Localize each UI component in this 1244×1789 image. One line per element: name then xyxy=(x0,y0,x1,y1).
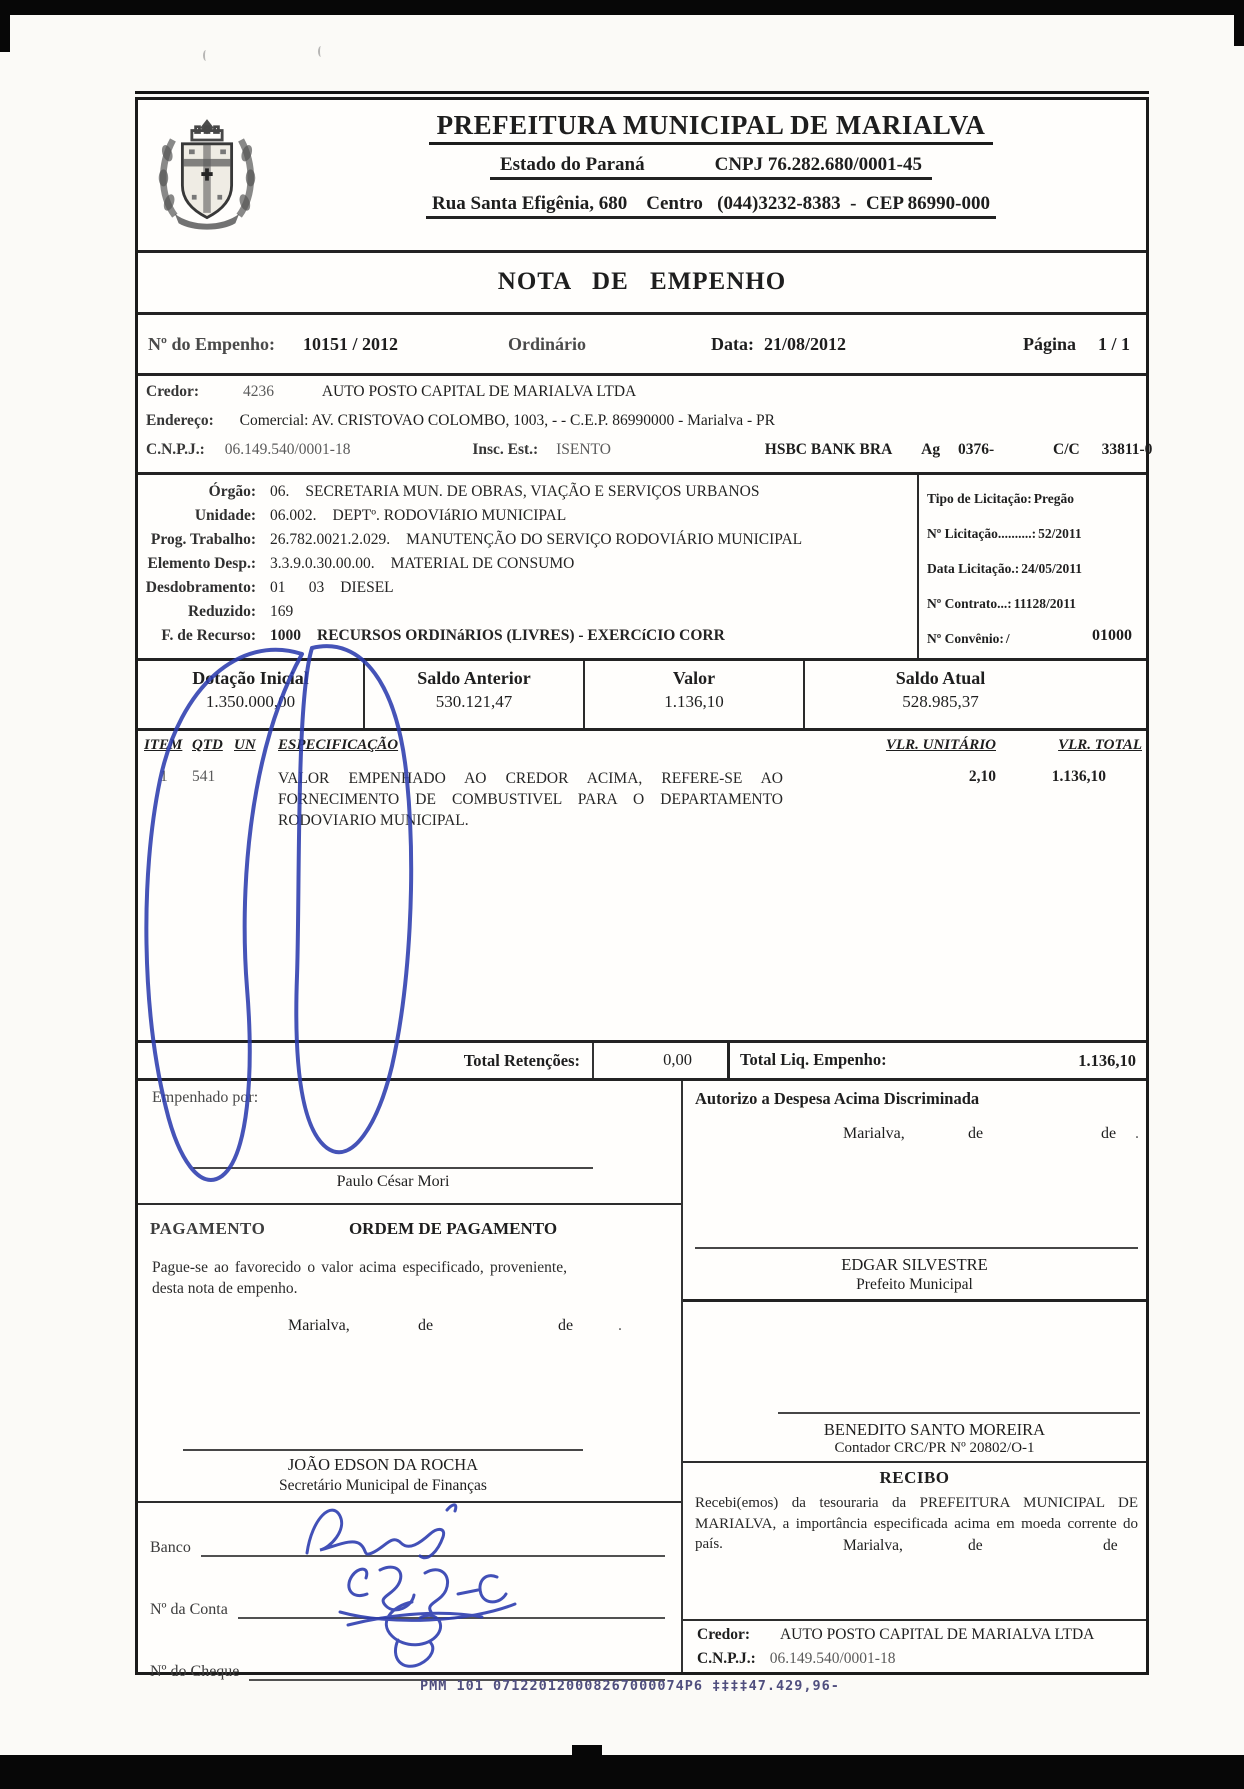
retencoes-row xyxy=(138,1040,1146,1078)
orgao-code: 01 03 xyxy=(270,579,325,596)
orgao-label: F. de Recurso: xyxy=(161,627,256,644)
date-city: Marialva, xyxy=(843,1537,903,1554)
totals-cell xyxy=(363,661,583,728)
orgao-rows xyxy=(138,475,914,651)
signatures-area xyxy=(138,1078,1146,1680)
item-vlr-unitario: 2,10 xyxy=(968,768,996,785)
scan-edge-bottom xyxy=(0,1755,1244,1789)
empenho-number: 10151 / 2012 xyxy=(302,333,398,354)
scan-edge-right xyxy=(1234,0,1244,46)
orgao-code: 06. xyxy=(270,483,290,500)
orgao-desc: SECRETARIA MUN. DE OBRAS, VIAÇÃO E SERVIÇOS URBANOS xyxy=(305,483,760,500)
licitacao-label: Data Licitação.: xyxy=(927,561,1020,576)
finance-signature-line xyxy=(183,1449,583,1451)
date-dot: . xyxy=(1135,1125,1139,1142)
licitacao-row xyxy=(927,491,1146,526)
orgao-desc: MANUTENÇÃO DO SERVIÇO RODOVIÁRIO MUNICIPAL xyxy=(406,531,803,548)
agency-label: Ag xyxy=(921,441,941,458)
org-subtitle xyxy=(490,154,932,180)
col-item: ITEM xyxy=(144,737,183,753)
total-liq-value: 1.136,10 xyxy=(1078,1050,1136,1070)
orgao-row xyxy=(138,531,914,555)
scan-edge-notch xyxy=(572,1745,602,1757)
orgao-row xyxy=(138,627,914,651)
orgao-row xyxy=(138,507,914,531)
orgao-desc: MATERIAL DE CONSUMO xyxy=(390,555,575,572)
date-dot: . xyxy=(618,1317,622,1334)
item-row xyxy=(138,754,1146,831)
orgao-label: Unidade: xyxy=(194,507,256,524)
licitacao-value: 24/05/2011 xyxy=(1021,561,1082,576)
orgao-code: 26.782.0021.2.029. xyxy=(270,531,391,548)
recibo-credor-label: Credor: xyxy=(697,1626,751,1643)
licitacao-value: Pregão xyxy=(1033,491,1075,506)
licitacao-box xyxy=(917,475,1146,658)
header-text-block xyxy=(276,100,1146,250)
account-label: C/C xyxy=(1053,441,1080,458)
totals-header: Valor xyxy=(672,668,716,688)
licitacao-label: Nº Convênio: xyxy=(927,631,1004,646)
finance-secretary-title: Secretário Municipal de Finanças xyxy=(279,1477,487,1494)
totals-cell xyxy=(803,661,1146,728)
totals-value: 1.350.000,00 xyxy=(205,692,296,711)
org-title: PREFEITURA MUNICIPAL DE MARIALVA xyxy=(429,110,994,145)
empenhado-block xyxy=(138,1081,681,1205)
bank-name: HSBC BANK BRA xyxy=(764,441,893,458)
item-vlr-total: 1.136,10 xyxy=(1051,768,1106,785)
totals-cell xyxy=(138,661,363,728)
item-qtd: 541 xyxy=(192,768,216,785)
totals-header: Saldo Atual xyxy=(895,668,986,688)
col-vlr-unitario: VLR. UNITÁRIO xyxy=(885,737,996,753)
recibo-credor-row xyxy=(697,1626,1094,1644)
date-city: Marialva, xyxy=(288,1317,350,1334)
credor-name: AUTO POSTO CAPITAL DE MARIALVA LTDA xyxy=(321,383,637,400)
item-espec-cell xyxy=(278,768,866,831)
date-de: de xyxy=(1101,1125,1117,1142)
credor-block xyxy=(138,373,1153,472)
insc-value: ISENTO xyxy=(556,441,611,458)
municipal-coat-of-arms-icon xyxy=(138,100,276,250)
agency-value: 0376- xyxy=(957,441,995,458)
finance-secretary-name: JOÃO EDSON DA ROCHA xyxy=(287,1455,479,1474)
orgao-code: 3.3.9.0.30.00.00. xyxy=(270,555,375,572)
licitacao-value: 11128/2011 xyxy=(1013,596,1076,611)
orgao-label: Órgão: xyxy=(208,483,256,500)
orgao-row xyxy=(138,483,914,507)
totals-cell xyxy=(583,661,803,728)
prefeito-title: Prefeito Municipal xyxy=(856,1276,973,1293)
col-qtd: QTD xyxy=(192,737,223,753)
scan-speck xyxy=(203,50,209,61)
conta-fill-line xyxy=(238,1615,665,1619)
recibo-credor-block xyxy=(683,1621,1146,1675)
empenho-number-label: Nº do Empenho: xyxy=(148,333,275,354)
licitacao-value: / xyxy=(1005,631,1010,646)
endereco-label: Endereço: xyxy=(146,412,214,429)
totals-header: Saldo Anterior xyxy=(417,668,531,688)
contador-title: Contador CRC/PR Nº 20802/O-1 xyxy=(834,1440,1035,1456)
cnpj-row xyxy=(138,441,1153,470)
empenho-date: 21/08/2012 xyxy=(764,333,847,354)
credor-code: 4236 xyxy=(242,383,274,400)
empenhado-signer-name: Paulo César Mori xyxy=(336,1173,450,1190)
pagamento-label: PAGAMENTO xyxy=(150,1219,266,1238)
dot-matrix-print-line: PMM 101 071220120008267000074P6 ‡‡‡‡47.429,96- xyxy=(420,1678,840,1694)
scan-edge-left xyxy=(0,0,10,52)
orgao-code: 169 xyxy=(270,603,294,620)
date-de: de xyxy=(558,1317,574,1334)
pagamento-block xyxy=(138,1205,681,1503)
items-header-row xyxy=(138,731,1146,754)
licitacao-value: 52/2011 xyxy=(1038,526,1082,541)
banco-fill-line xyxy=(201,1553,665,1557)
total-liq-label: Total Liq. Empenho: xyxy=(727,1043,939,1078)
cheque-label: Nº do Cheque xyxy=(150,1663,240,1680)
orgao-label: Desdobramento: xyxy=(145,579,256,596)
orgao-label: Elemento Desp.: xyxy=(147,555,256,572)
licitacao-label: Nº Licitação..........: xyxy=(927,526,1037,541)
banco-row xyxy=(138,1503,681,1565)
date-de: de xyxy=(1103,1537,1118,1554)
date-city: Marialva, xyxy=(843,1125,905,1142)
recibo-credor-value: AUTO POSTO CAPITAL DE MARIALVA LTDA xyxy=(779,1626,1095,1643)
contador-signature-line xyxy=(778,1412,1140,1414)
credor-label: Credor: xyxy=(146,383,200,400)
contador-name: BENEDITO SANTO MOREIRA xyxy=(823,1420,1046,1439)
col-un: UN xyxy=(234,737,256,753)
contador-block xyxy=(683,1302,1146,1463)
credor-cnpj-value: 06.149.540/0001-18 xyxy=(224,441,351,458)
totals-row xyxy=(138,658,1146,728)
empenho-kind: Ordinário xyxy=(507,333,586,354)
insc-label: Insc. Est.: xyxy=(472,441,539,458)
recibo-cnpj-value: 06.149.540/0001-18 xyxy=(769,1650,896,1667)
item-number: 1 xyxy=(160,768,168,785)
empenhado-signature-line xyxy=(193,1167,593,1169)
page-label: Página xyxy=(1022,333,1076,354)
licitacao-row xyxy=(927,596,1146,631)
form-header xyxy=(138,100,1146,250)
prefeito-name: EDGAR SILVESTRE xyxy=(841,1255,988,1274)
scan-speck xyxy=(318,46,324,57)
totals-value: 1.136,10 xyxy=(664,692,724,711)
left-column xyxy=(138,1081,683,1680)
document-title: NOTA DE EMPENHO xyxy=(138,250,1146,312)
prefeito-signature-line xyxy=(695,1247,1138,1249)
item-un xyxy=(234,768,278,831)
orgao-label: Reduzido: xyxy=(187,603,256,620)
total-retencoes-label: Total Retenções: xyxy=(463,1050,580,1070)
orgao-desc: DEPTº. RODOVIáRIO MUNICIPAL xyxy=(332,507,567,524)
date-de: de xyxy=(418,1317,434,1334)
totals-value: 530.121,47 xyxy=(435,692,513,711)
totals-value: 528.985,37 xyxy=(902,692,979,711)
banco-label: Banco xyxy=(150,1539,191,1556)
nota-de-empenho-form xyxy=(135,97,1153,1680)
budget-classification-block xyxy=(138,472,1146,658)
autorizo-block xyxy=(683,1081,1146,1302)
orgao-desc: RECURSOS ORDINáRIOS (LIVRES) - EXERCíCIO CORR xyxy=(317,627,725,644)
recibo-cnpj-label: C.N.P.J.: xyxy=(697,1650,756,1667)
ordem-pagamento-text: Pague-se ao favorecido o valor acima especificado, proveniente, desta nota de empenho. xyxy=(152,1259,567,1297)
org-address: Rua Santa Efigênia, 680 Centro (044)3232-8383 - CEP 86990-000 xyxy=(426,193,996,219)
orgao-row xyxy=(138,579,914,603)
recibo-cnpj-row xyxy=(697,1650,895,1668)
orgao-desc: DIESEL xyxy=(340,579,394,596)
page-number: 1 / 1 xyxy=(1097,333,1130,354)
orgao-row xyxy=(138,555,914,579)
scan-edge-top xyxy=(0,0,1244,15)
licitacao-row xyxy=(927,526,1146,561)
orgao-code: 1000 xyxy=(270,627,301,644)
orgao-code: 06.002. xyxy=(270,507,317,524)
conta-label: Nº da Conta xyxy=(150,1601,228,1618)
item-especificacao: VALOR EMPENHADO AO CREDOR ACIMA, REFERE-SE AO FORNECIMENTO DE COMBUSTIVEL PARA O DEPARTAMENTO RODOVIARIO MUNICIPAL. xyxy=(278,770,783,829)
orgao-row xyxy=(138,603,914,627)
items-table xyxy=(138,728,1146,1040)
org-cnpj: CNPJ 76.282.680/0001-45 xyxy=(714,154,923,175)
conta-row xyxy=(138,1565,681,1627)
orgao-label: Prog. Trabalho: xyxy=(150,531,256,548)
total-retencoes-value: 0,00 xyxy=(592,1043,727,1078)
endereco-value: Comercial: AV. CRISTOVAO COLOMBO, 1003, - - C.E.P. 86990000 - Marialva - PR xyxy=(239,412,775,429)
licitacao-label: Tipo de Licitação: xyxy=(927,491,1032,506)
date-de: de xyxy=(968,1125,984,1142)
col-vlr-total: VLR. TOTAL xyxy=(1058,737,1142,753)
ordem-pagamento-title: ORDEM DE PAGAMENTO xyxy=(348,1219,558,1238)
totals-header: Dotação Inicial xyxy=(192,668,309,688)
date-de: de xyxy=(968,1537,983,1554)
empenho-date-label: Data: xyxy=(711,333,754,354)
account-value: 33811-0 xyxy=(1101,441,1153,458)
endereco-row xyxy=(138,412,1146,441)
empenho-number-row xyxy=(138,312,1146,373)
credor-cnpj-label: C.N.P.J.: xyxy=(146,441,205,458)
org-state: Estado do Paraná xyxy=(499,154,645,175)
right-column xyxy=(683,1081,1146,1672)
col-espec: ESPECIFICAÇÃO xyxy=(278,737,399,753)
empenhado-por-label: Empenhado por: xyxy=(152,1089,259,1106)
credor-row xyxy=(138,383,1146,412)
licitacao-row xyxy=(927,561,1146,596)
recibo-block xyxy=(683,1463,1146,1621)
recibo-title: RECIBO xyxy=(879,1468,950,1487)
autorizo-title: Autorizo a Despesa Acima Discriminada xyxy=(695,1089,980,1108)
recurso-extra-code: 01000 xyxy=(1092,627,1132,644)
licitacao-label: Nº Contrato...: xyxy=(927,596,1012,611)
recibo-text: Recebi(emos) da tesouraria da PREFEITURA MUNICIPAL DE MARIALVA, a importância especificada acima em moeda corrente do país. xyxy=(695,1495,1138,1552)
bank-fields-block xyxy=(138,1503,681,1680)
